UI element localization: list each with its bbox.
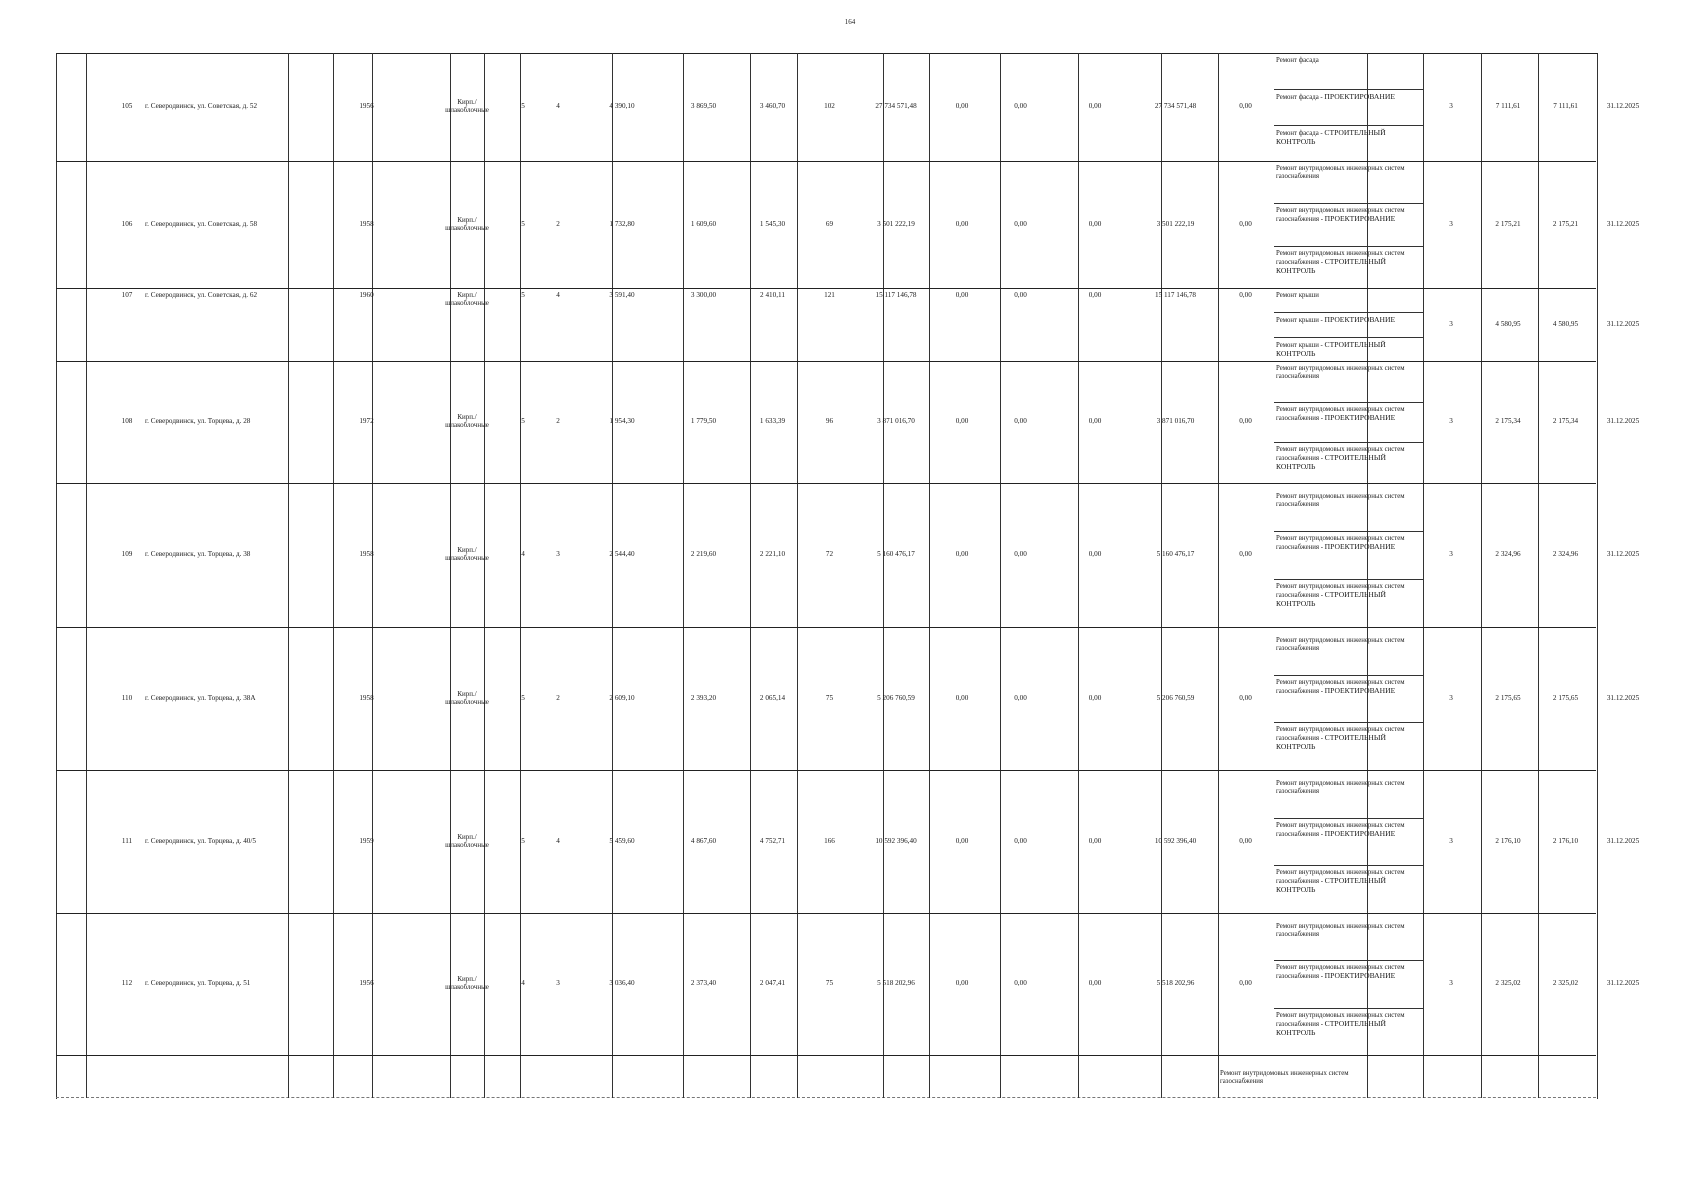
wall-material xyxy=(422,546,512,562)
wall-material-line: Кирп./ xyxy=(457,832,477,841)
entrances: 4 xyxy=(556,102,560,110)
deadline: 31.12.2025 xyxy=(1606,219,1640,228)
cost-total: 10 592 396,40 xyxy=(875,836,917,845)
cost-fund: 0,00 xyxy=(955,102,969,110)
work-item-type: Ремонт внутридомовых инженерных систем газоснабжения - xyxy=(1276,583,1405,599)
work-item-type: Ремонт крыши - xyxy=(1276,341,1325,349)
deadline: 31.12.2025 xyxy=(1606,417,1640,425)
cost-municipal: 0,00 xyxy=(1088,291,1102,299)
work-divider xyxy=(1274,125,1423,126)
work-item-stage: СТРОИТЕЛЬНЫЙ КОНТРОЛЬ xyxy=(1276,453,1386,472)
work-item xyxy=(1276,250,1422,276)
address: г. Северодвинск, ул. Торцева, д. 38А xyxy=(145,693,256,702)
entrances: 2 xyxy=(556,219,560,228)
wall-material-line: Кирп./ xyxy=(457,413,477,421)
cost-municipal: 0,00 xyxy=(1088,836,1102,845)
work-item-type: Ремонт внутридомовых инженерных систем газоснабжения - xyxy=(1276,249,1405,266)
page-number: 164 xyxy=(844,18,856,26)
column-divider xyxy=(372,53,373,1098)
floors: 5 xyxy=(521,693,525,702)
total-area: 1 954,30 xyxy=(609,417,635,425)
row-divider xyxy=(56,913,1596,914)
residents-count: 121 xyxy=(824,291,835,299)
cost-municipal: 0,00 xyxy=(1088,979,1102,987)
cost-other: 0,00 xyxy=(1239,219,1252,228)
work-item-stage: СТРОИТЕЛЬНЫЙ КОНТРОЛЬ xyxy=(1276,339,1386,358)
wall-material-line: шлакоблочные xyxy=(445,554,489,562)
wall-material-line: шлакоблочные xyxy=(445,983,489,991)
wall-material-line: шлакоблочные xyxy=(445,421,489,429)
work-divider xyxy=(1274,402,1423,403)
build-year: 1958 xyxy=(359,219,374,228)
work-item: Ремонт внутридомовых инженерных систем газоснабжения xyxy=(1276,923,1405,938)
deadline: 31.12.2025 xyxy=(1606,693,1640,702)
wall-material-line: шлакоблочные xyxy=(445,106,489,114)
residential-area: 2 221,10 xyxy=(759,550,786,558)
deadline: 31.12.2025 xyxy=(1606,102,1640,110)
wall-material-line: шлакоблочные xyxy=(445,223,489,232)
work-divider xyxy=(1274,960,1423,961)
premises-area: 1 609,60 xyxy=(690,219,717,228)
work-divider xyxy=(1274,312,1423,313)
cost-owners: 5 206 760,59 xyxy=(1156,693,1195,702)
address: г. Северодвинск, ул. Торцева, д. 38 xyxy=(145,550,251,558)
cost-region: 0,00 xyxy=(1014,102,1027,110)
premises-area: 1 779,50 xyxy=(690,417,717,425)
work-item-stage: ПРОЕКТИРОВАНИЕ xyxy=(1324,412,1396,422)
cost-region: 0,00 xyxy=(1014,291,1027,299)
premises-area: 3 300,00 xyxy=(690,291,717,299)
work-item: Ремонт внутридомовых инженерных систем газоснабжения xyxy=(1276,780,1405,795)
cost-fund: 0,00 xyxy=(955,693,969,702)
work-item-type: Ремонт внутридомовых инженерных систем газоснабжения - xyxy=(1276,869,1405,886)
entrances: 4 xyxy=(556,836,560,845)
limit-cost-2: 2 175,34 xyxy=(1552,417,1579,425)
work-divider xyxy=(1274,89,1423,90)
unit-type: 3 xyxy=(1449,550,1453,558)
column-divider xyxy=(683,53,684,1098)
row-number: 111 xyxy=(121,836,133,845)
cost-municipal: 0,00 xyxy=(1088,693,1102,702)
floors: 5 xyxy=(521,836,525,845)
work-item-stage: СТРОИТЕЛЬНЫЙ КОНТРОЛЬ xyxy=(1276,128,1386,146)
limit-cost-1: 2 175,21 xyxy=(1495,219,1521,228)
premises-area: 4 867,60 xyxy=(690,836,717,845)
cost-owners: 10 592 396,40 xyxy=(1154,836,1197,845)
work-item xyxy=(1276,316,1422,325)
row-divider xyxy=(56,161,1596,162)
entrances: 4 xyxy=(556,291,560,299)
work-item-type: Ремонт внутридомовых инженерных систем газоснабжения - xyxy=(1276,678,1405,695)
total-area: 4 390,10 xyxy=(609,102,635,110)
cost-total: 3 871 016,70 xyxy=(877,417,915,425)
unit-type: 3 xyxy=(1449,219,1453,228)
work-item xyxy=(1276,679,1422,696)
work-item-stage: СТРОИТЕЛЬНЫЙ КОНТРОЛЬ xyxy=(1276,733,1386,752)
work-item xyxy=(1276,129,1422,147)
cost-fund: 0,00 xyxy=(955,219,969,228)
column-divider xyxy=(86,53,87,1098)
cost-other: 0,00 xyxy=(1239,102,1252,110)
residential-area: 1 633,39 xyxy=(759,417,786,425)
work-divider xyxy=(1274,337,1423,338)
cost-fund: 0,00 xyxy=(955,291,969,299)
work-item xyxy=(1276,1012,1422,1038)
work-item xyxy=(1276,726,1422,752)
work-item-stage: СТРОИТЕЛЬНЫЙ КОНТРОЛЬ xyxy=(1276,1018,1386,1037)
entrances: 3 xyxy=(556,550,560,558)
column-divider xyxy=(1000,53,1001,1098)
unit-type: 3 xyxy=(1449,693,1453,702)
floors: 4 xyxy=(521,550,525,558)
cost-fund: 0,00 xyxy=(955,979,969,987)
total-area: 2 544,40 xyxy=(609,550,635,558)
cost-other: 0,00 xyxy=(1239,693,1252,702)
column-divider xyxy=(520,53,521,1098)
cost-owners: 27 734 571,48 xyxy=(1154,102,1197,110)
limit-cost-1: 2 175,65 xyxy=(1495,693,1521,702)
build-year: 1958 xyxy=(359,550,374,558)
row-number: 110 xyxy=(121,693,133,702)
work-item xyxy=(1276,535,1422,552)
entrances: 2 xyxy=(556,693,560,702)
limit-cost-2: 2 176,10 xyxy=(1552,836,1579,845)
row-number: 106 xyxy=(121,219,133,228)
address: г. Северодвинск, ул. Советская, д. 58 xyxy=(145,219,258,228)
work-item-type: Ремонт внутридомовых инженерных систем газоснабжения - xyxy=(1276,726,1405,743)
work-item-type: Ремонт внутридомовых инженерных систем газоснабжения - xyxy=(1276,964,1405,981)
cost-municipal: 0,00 xyxy=(1088,219,1102,228)
build-year: 1956 xyxy=(359,102,374,110)
floors: 4 xyxy=(521,979,525,987)
residents-count: 166 xyxy=(824,836,835,845)
row-divider xyxy=(56,1055,1596,1056)
cost-region: 0,00 xyxy=(1014,417,1027,425)
cost-total: 5 206 760,59 xyxy=(877,693,915,702)
wall-material xyxy=(422,975,512,991)
premises-area: 2 373,40 xyxy=(690,979,717,987)
work-divider xyxy=(1274,865,1423,866)
wall-material-line: Кирп./ xyxy=(457,975,477,983)
address: г. Северодвинск, ул. Торцева, д. 40/5 xyxy=(145,836,256,845)
unit-type: 3 xyxy=(1449,319,1453,328)
cost-other: 0,00 xyxy=(1239,836,1252,845)
cost-fund: 0,00 xyxy=(955,550,969,558)
wall-material xyxy=(422,833,512,849)
limit-cost-2: 2 175,65 xyxy=(1552,693,1579,702)
address: г. Северодвинск, ул. Советская, д. 52 xyxy=(145,102,258,110)
residents-count: 72 xyxy=(825,550,834,558)
work-item xyxy=(1276,406,1422,423)
work-item-type: Ремонт внутридомовых инженерных систем газоснабжения - xyxy=(1276,207,1405,224)
deadline: 31.12.2025 xyxy=(1606,836,1640,845)
wall-material-line: шлакоблочные xyxy=(445,840,489,849)
total-area: 3 036,40 xyxy=(609,979,635,987)
cost-fund: 0,00 xyxy=(955,417,969,425)
column-divider xyxy=(484,53,485,1098)
address: г. Северодвинск, ул. Советская, д. 62 xyxy=(145,291,258,299)
cost-region: 0,00 xyxy=(1014,836,1027,845)
work-item-stage: ПРОЕКТИРОВАНИЕ xyxy=(1324,214,1396,224)
residents-count: 96 xyxy=(825,417,834,425)
cost-owners: 5 160 476,17 xyxy=(1156,550,1195,558)
row-divider xyxy=(56,288,1596,289)
work-item-stage: СТРОИТЕЛЬНЫЙ КОНТРОЛЬ xyxy=(1276,876,1386,895)
build-year: 1958 xyxy=(359,693,374,702)
last-row-work: Ремонт внутридомовых инженерных систем газоснабжения xyxy=(1220,1070,1349,1085)
floors: 5 xyxy=(521,102,525,110)
residents-count: 102 xyxy=(824,102,835,110)
wall-material-line: Кирп./ xyxy=(457,291,477,299)
column-divider xyxy=(450,53,451,1098)
cost-total: 5 160 476,17 xyxy=(877,550,915,558)
cost-total: 15 117 146,78 xyxy=(875,291,917,299)
row-number: 105 xyxy=(121,102,133,110)
work-item xyxy=(1276,869,1422,895)
limit-cost-1: 4 580,95 xyxy=(1495,319,1521,328)
work-divider xyxy=(1274,579,1423,580)
cost-municipal: 0,00 xyxy=(1088,417,1102,425)
cost-total: 3 501 222,19 xyxy=(877,219,915,228)
wall-material-line: Кирп./ xyxy=(457,215,477,224)
cost-region: 0,00 xyxy=(1014,979,1027,987)
unit-type: 3 xyxy=(1449,102,1453,110)
wall-material xyxy=(422,291,512,307)
entrances: 2 xyxy=(556,417,560,425)
cost-total: 5 518 202,96 xyxy=(877,979,915,987)
work-item: Ремонт фасада xyxy=(1276,57,1319,64)
residents-count: 75 xyxy=(825,979,834,987)
cost-region: 0,00 xyxy=(1014,693,1027,702)
wall-material-line: Кирп./ xyxy=(457,546,477,554)
row-divider xyxy=(56,770,1596,771)
work-item-type: Ремонт внутридомовых инженерных систем газоснабжения - xyxy=(1276,535,1405,551)
limit-cost-2: 7 111,61 xyxy=(1553,102,1578,110)
work-item xyxy=(1276,822,1422,839)
cost-other: 0,00 xyxy=(1239,550,1252,558)
deadline: 31.12.2025 xyxy=(1606,319,1640,328)
work-item: Ремонт внутридомовых инженерных систем газоснабжения xyxy=(1276,637,1405,652)
work-item xyxy=(1276,207,1422,224)
cost-other: 0,00 xyxy=(1239,291,1252,299)
limit-cost-1: 2 324,96 xyxy=(1495,550,1521,558)
column-divider xyxy=(929,53,930,1098)
total-area: 1 732,80 xyxy=(609,219,635,228)
work-item xyxy=(1276,341,1422,359)
work-item-type: Ремонт крыши - xyxy=(1276,317,1325,325)
cost-region: 0,00 xyxy=(1014,550,1027,558)
residential-area: 2 410,11 xyxy=(760,291,785,299)
row-number: 109 xyxy=(121,550,133,558)
floors: 5 xyxy=(521,417,525,425)
wall-material-line: Кирп./ xyxy=(457,98,477,106)
work-divider xyxy=(1274,818,1423,819)
column-divider xyxy=(1538,53,1539,1098)
premises-area: 3 869,50 xyxy=(690,102,717,110)
cost-owners: 3 871 016,70 xyxy=(1156,417,1195,425)
deadline: 31.12.2025 xyxy=(1606,550,1640,558)
cost-fund: 0,00 xyxy=(955,836,969,845)
limit-cost-1: 2 175,34 xyxy=(1495,417,1521,425)
row-number: 107 xyxy=(121,291,133,299)
wall-material-line: Кирп./ xyxy=(457,689,477,698)
column-divider xyxy=(1423,53,1424,1098)
work-item xyxy=(1276,93,1422,102)
work-item-type: Ремонт фасада - xyxy=(1276,94,1325,101)
entrances: 3 xyxy=(556,979,560,987)
column-divider xyxy=(1161,53,1162,1098)
work-item-type: Ремонт фасада - xyxy=(1276,130,1325,137)
column-divider xyxy=(1481,53,1482,1098)
build-year: 1959 xyxy=(359,836,374,845)
cost-owners: 15 117 146,78 xyxy=(1154,291,1197,299)
work-item-stage: ПРОЕКТИРОВАНИЕ xyxy=(1324,315,1396,325)
column-divider xyxy=(612,53,613,1098)
work-divider xyxy=(1274,722,1423,723)
limit-cost-1: 7 111,61 xyxy=(1495,102,1521,110)
residential-area: 1 545,30 xyxy=(759,219,786,228)
wall-material xyxy=(422,413,512,429)
work-divider xyxy=(1274,531,1423,532)
limit-cost-2: 2 324,96 xyxy=(1552,550,1579,558)
work-divider xyxy=(1274,675,1423,676)
work-item: Ремонт внутридомовых инженерных систем газоснабжения xyxy=(1276,493,1405,508)
work-item-stage: ПРОЕКТИРОВАНИЕ xyxy=(1324,828,1396,838)
work-divider xyxy=(1274,442,1423,443)
wall-material xyxy=(422,216,512,232)
work-item xyxy=(1276,583,1422,609)
column-divider xyxy=(288,53,289,1098)
premises-area: 2 393,20 xyxy=(690,693,717,702)
work-item xyxy=(1276,446,1422,472)
column-divider xyxy=(883,53,884,1098)
work-divider xyxy=(1274,1008,1423,1009)
column-divider xyxy=(1078,53,1079,1098)
wall-material-line: шлакоблочные xyxy=(445,299,489,307)
wall-material xyxy=(422,690,512,706)
deadline: 31.12.2025 xyxy=(1606,979,1640,987)
unit-type: 3 xyxy=(1449,417,1453,425)
floors: 5 xyxy=(521,219,525,228)
work-item-stage: ПРОЕКТИРОВАНИЕ xyxy=(1324,685,1396,695)
work-item-stage: ПРОЕКТИРОВАНИЕ xyxy=(1324,971,1396,981)
unit-type: 3 xyxy=(1449,836,1453,845)
cost-municipal: 0,00 xyxy=(1088,102,1102,110)
premises-area: 2 219,60 xyxy=(690,550,717,558)
cost-owners: 5 518 202,96 xyxy=(1156,979,1195,987)
cost-total: 27 734 571,48 xyxy=(875,102,917,110)
cost-region: 0,00 xyxy=(1014,219,1027,228)
wall-material-line: шлакоблочные xyxy=(445,697,489,706)
cost-other: 0,00 xyxy=(1239,979,1252,987)
limit-cost-2: 2 325,02 xyxy=(1552,979,1579,987)
work-item: Ремонт внутридомовых инженерных систем газоснабжения xyxy=(1276,165,1405,180)
cost-other: 0,00 xyxy=(1239,417,1252,425)
work-item: Ремонт внутридомовых инженерных систем газоснабжения xyxy=(1276,365,1405,380)
work-item-type: Ремонт внутридомовых инженерных систем газоснабжения - xyxy=(1276,405,1405,422)
wall-material xyxy=(422,98,512,114)
address: г. Северодвинск, ул. Торцева, д. 28 xyxy=(145,417,251,425)
work-item-stage: СТРОИТЕЛЬНЫЙ КОНТРОЛЬ xyxy=(1276,256,1386,275)
work-item-stage: ПРОЕКТИРОВАНИЕ xyxy=(1324,92,1395,101)
limit-cost-2: 2 175,21 xyxy=(1552,219,1579,228)
work-divider xyxy=(1274,246,1423,247)
column-divider xyxy=(333,53,334,1098)
work-item-stage: СТРОИТЕЛЬНЫЙ КОНТРОЛЬ xyxy=(1276,590,1386,608)
work-item xyxy=(1276,964,1422,981)
row-divider xyxy=(56,361,1596,362)
residents-count: 75 xyxy=(825,693,834,702)
row-number: 108 xyxy=(121,417,133,425)
residential-area: 2 047,41 xyxy=(759,979,786,987)
residents-count: 69 xyxy=(825,219,834,228)
column-divider xyxy=(750,53,751,1098)
work-item-stage: ПРОЕКТИРОВАНИЕ xyxy=(1324,542,1396,551)
row-divider xyxy=(56,483,1596,484)
table-bottom-edge xyxy=(56,1097,1596,1098)
cost-owners: 3 501 222,19 xyxy=(1156,219,1195,228)
column-divider xyxy=(1218,53,1219,1098)
row-divider xyxy=(56,627,1596,628)
total-area: 3 591,40 xyxy=(609,291,635,299)
total-area: 2 609,10 xyxy=(609,693,635,702)
residential-area: 2 065,14 xyxy=(759,693,786,702)
limit-cost-1: 2 176,10 xyxy=(1495,836,1521,845)
row-number: 112 xyxy=(121,979,133,987)
residential-area: 4 752,71 xyxy=(759,836,786,845)
residential-area: 3 460,70 xyxy=(759,102,786,110)
address: г. Северодвинск, ул. Торцева, д. 51 xyxy=(145,979,251,987)
column-divider xyxy=(797,53,798,1098)
work-item: Ремонт крыши xyxy=(1276,292,1319,299)
work-item-type: Ремонт внутридомовых инженерных систем газоснабжения - xyxy=(1276,1011,1405,1028)
floors: 5 xyxy=(521,291,525,299)
build-year: 1956 xyxy=(359,979,374,987)
limit-cost-1: 2 325,02 xyxy=(1495,979,1521,987)
work-item-type: Ремонт внутридомовых инженерных систем газоснабжения - xyxy=(1276,446,1405,463)
cost-municipal: 0,00 xyxy=(1088,550,1102,558)
build-year: 1960 xyxy=(359,291,374,299)
unit-type: 3 xyxy=(1449,979,1453,987)
total-area: 5 459,60 xyxy=(609,836,635,845)
build-year: 1972 xyxy=(359,417,374,425)
work-divider xyxy=(1274,203,1423,204)
limit-cost-2: 4 580,95 xyxy=(1552,319,1579,328)
work-item-type: Ремонт внутридомовых инженерных систем газоснабжения - xyxy=(1276,821,1405,838)
